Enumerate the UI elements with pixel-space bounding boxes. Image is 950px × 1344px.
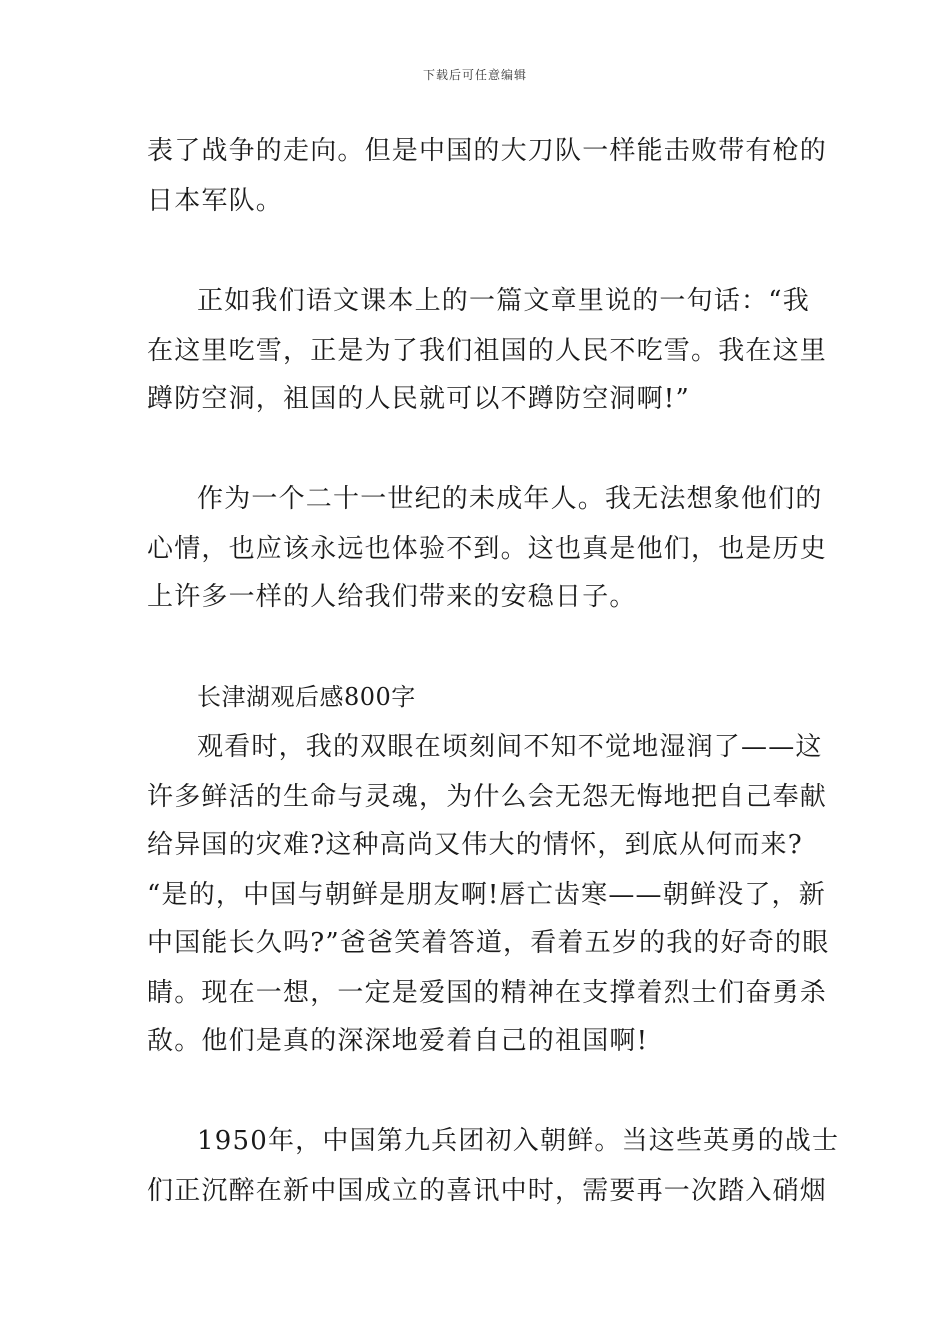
text-line: 中国能长久吗?”爸爸笑着答道，看着五岁的我的好奇的眼 (147, 928, 830, 958)
text-line: 敌。他们是真的深深地爱着自己的祖国啊! (147, 1026, 649, 1056)
text-line: 在这里吃雪，正是为了我们祖国的人民不吃雪。我在这里 (147, 336, 828, 366)
page-header: 下载后可任意编辑 (422, 68, 527, 82)
text-line: 1950年，中国第九兵团初入朝鲜。当这些英勇的战士 (197, 1126, 840, 1156)
text-line: 许多鲜活的生命与灵魂，为什么会无怨无悔地把自己奉献 (147, 782, 828, 812)
text-line: 蹲防空洞，祖国的人民就可以不蹲防空洞啊!” (147, 384, 690, 414)
text-line: 表了战争的走向。但是中国的大刀队一样能击败带有枪的 (147, 136, 828, 166)
text-line: 睛。现在一想，一定是爱国的精神在支撑着烈士们奋勇杀 (147, 978, 828, 1008)
text-line: 日本军队。 (147, 186, 284, 216)
text-line: 们正沉醉在新中国成立的喜讯中时，需要再一次踏入硝烟 (147, 1176, 828, 1206)
text-line: 给异国的灾难?这种高尚又伟大的情怀，到底从何而来? (147, 830, 803, 860)
text-line: 观看时，我的双眼在顷刻间不知不觉地湿润了——这 (197, 732, 823, 762)
text-line: 作为一个二十一世纪的未成年人。我无法想象他们的 (197, 484, 823, 514)
text-line: 上许多一样的人给我们带来的安稳日子。 (147, 582, 637, 612)
text-line: 正如我们语文课本上的一篇文章里说的一句话：“我 (197, 286, 810, 316)
text-line: “是的，中国与朝鲜是朋友啊!唇亡齿寒——朝鲜没了，新 (147, 880, 826, 910)
section-heading: 长津湖观后感800字 (197, 683, 416, 711)
text-line: 心情，也应该永远也体验不到。这也真是他们，也是历史 (147, 534, 828, 564)
